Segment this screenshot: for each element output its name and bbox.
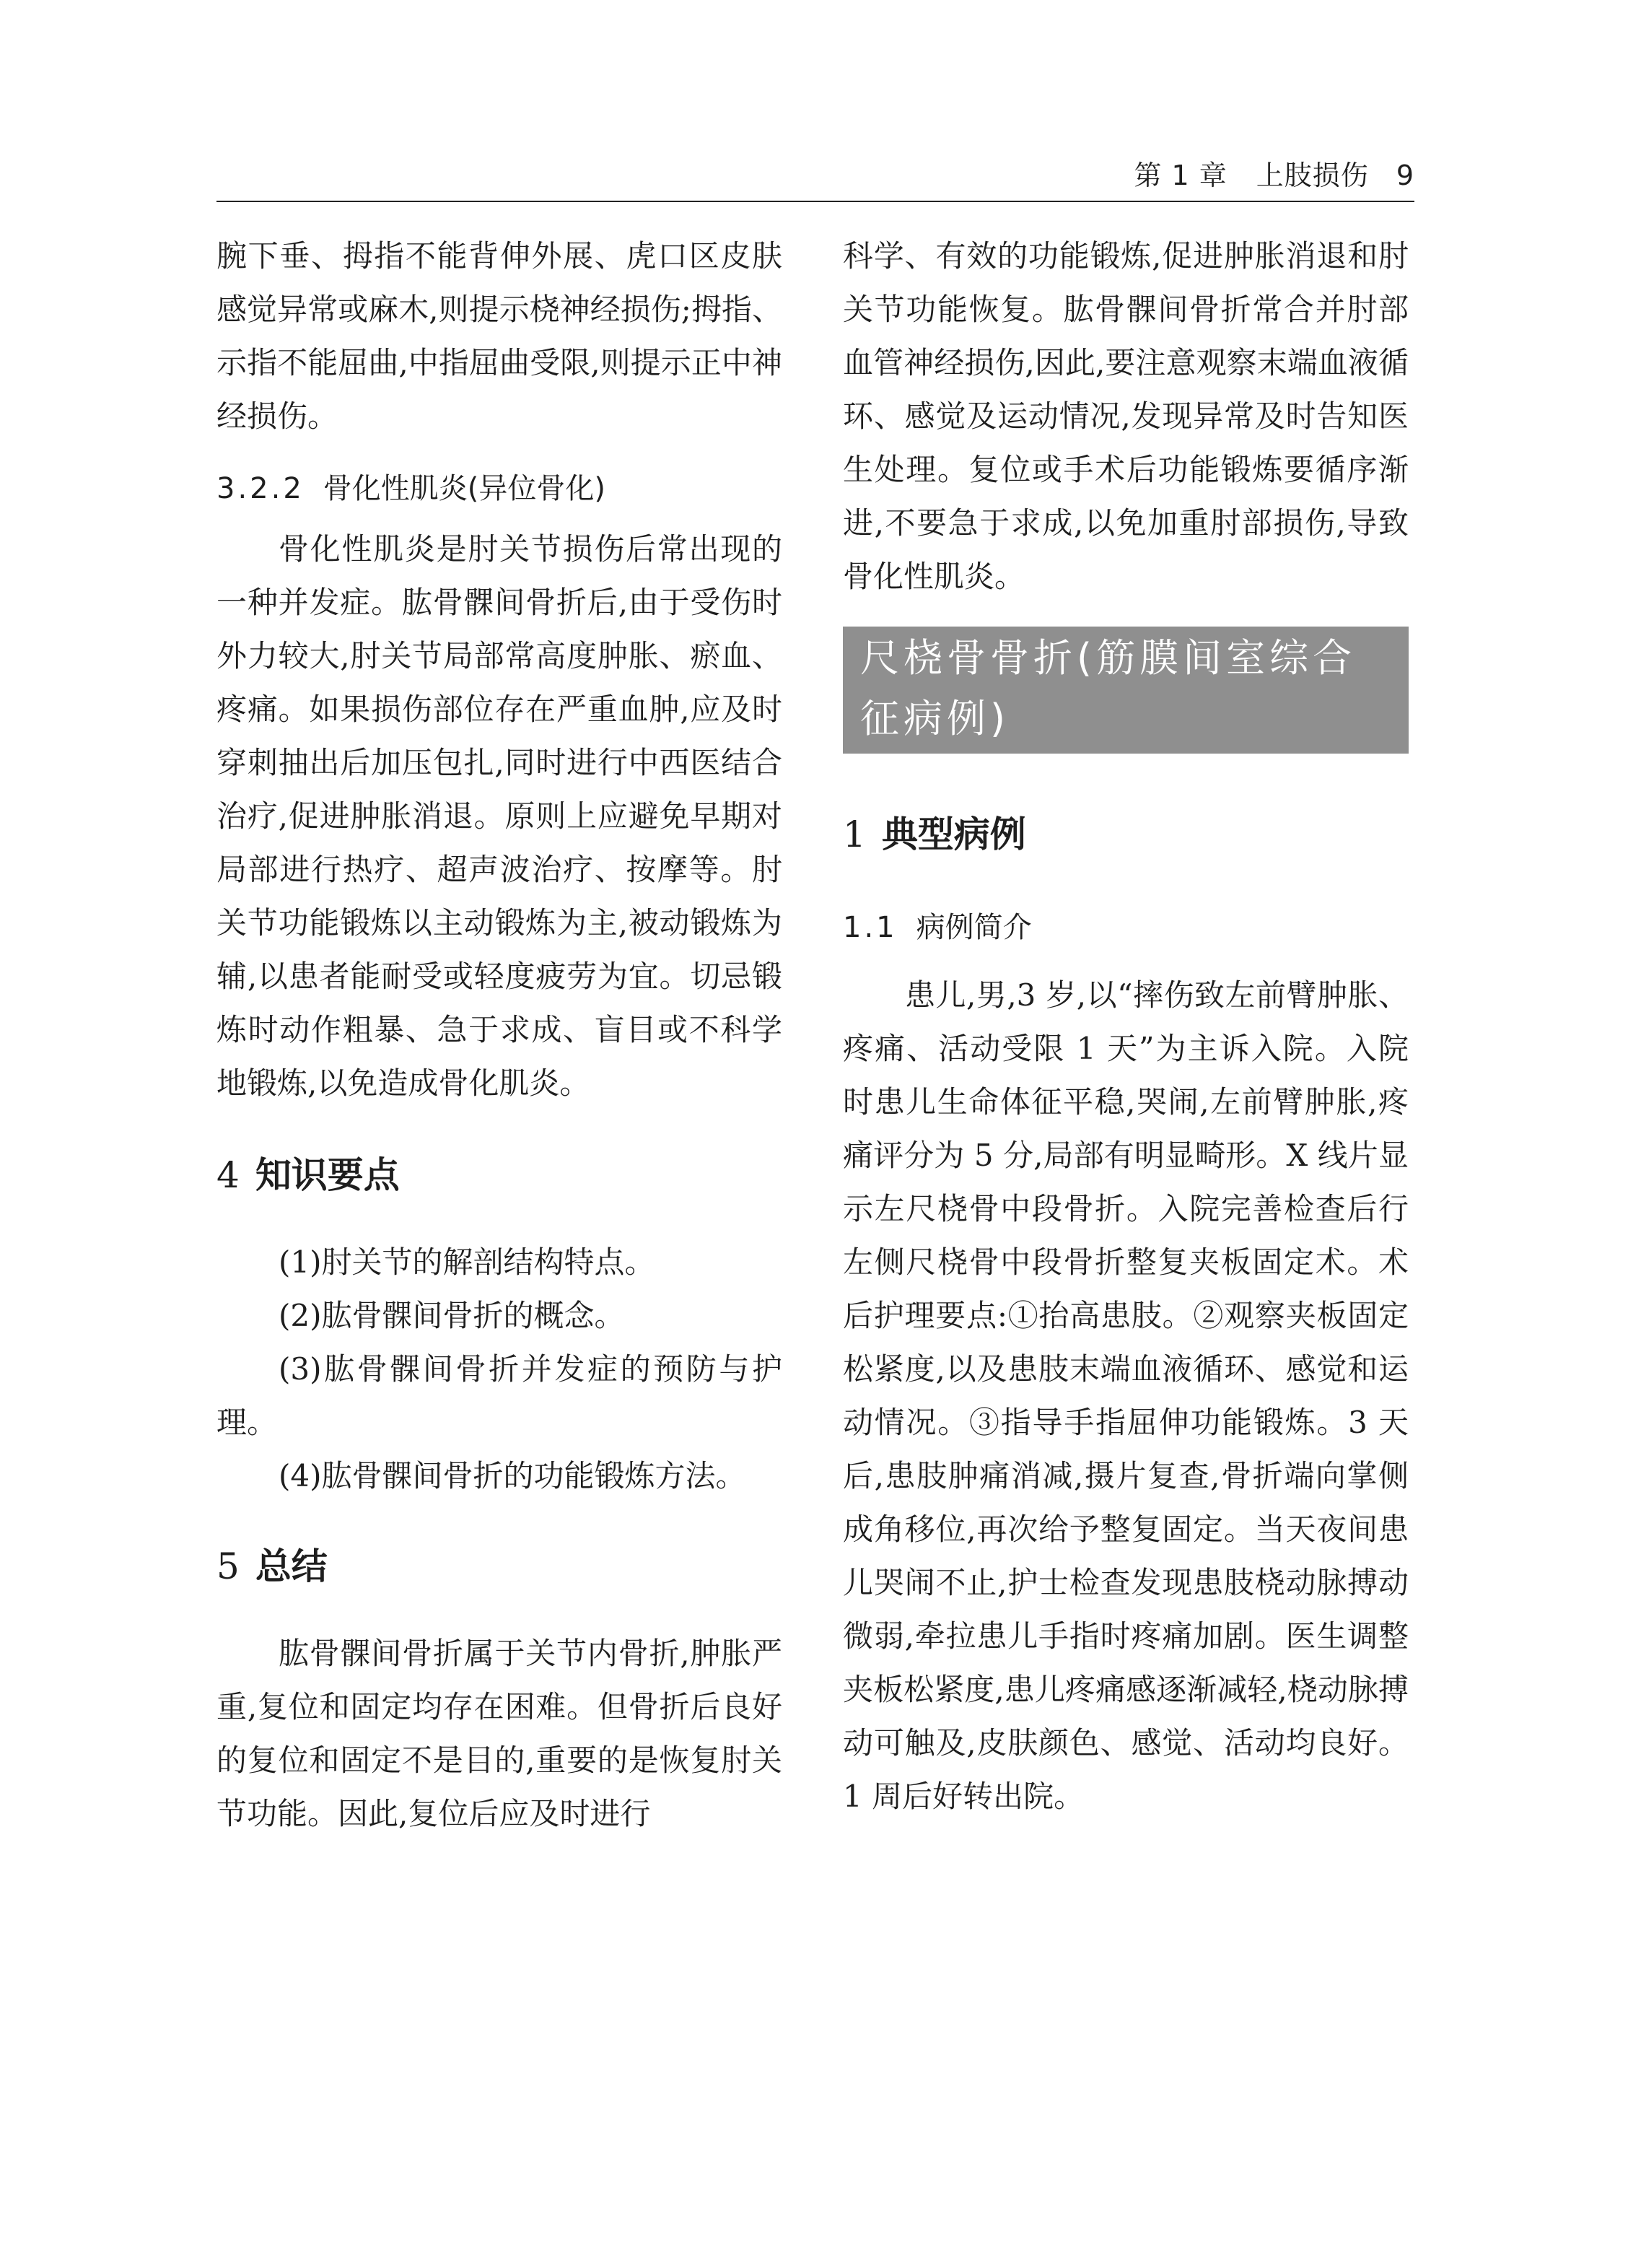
heading-number: 3.2.2 [216,472,305,505]
right-column [843,230,1409,1823]
heading-title: 病例简介 [916,911,1032,944]
heading-number: 4 [216,1154,240,1196]
running-header [216,153,1414,202]
heading-title: 典型病例 [881,813,1026,855]
list-item: (4)肱骨髁间骨折的功能锻炼方法。 [279,1458,746,1493]
heading-1-1 [843,901,1409,954]
continuation-paragraph: 科学、有效的功能锻炼,促进肿胀消退和肘关节功能恢复。肱骨髁间骨折常合并肘部血管神经损伤,因此,要注意观察末端血液循环、感觉及运动情况,发现异常及时告知医生处理。复位或手术后功能锻炼要循序渐进,不要急于求成,以免加重肘部损伤,导致骨化性肌炎。 [843,238,1409,594]
list-item: (3)肱骨髁间骨折并发症的预防与护理。 [216,1351,782,1440]
left-column [216,230,782,1841]
paragraph-summary: 肱骨髁间骨折属于关节内骨折,肿胀严重,复位和固定均存在困难。但骨折后良好的复位和固定不是目的,重要的是恢复肘关节功能。因此,复位后应及时进行 [216,1636,782,1831]
paragraph-myositis: 骨化性肌炎是肘关节损伤后常出现的一种并发症。肱骨髁间骨折后,由于受伤时外力较大,肘关节局部常高度肿胀、瘀血、疼痛。如果损伤部位存在严重血肿,应及时穿刺抽出后加压包扎,同时进行中西医结合治疗,促进肿胀消退。原则上应避免早期对局部进行热疗、超声波治疗、按摩等。肘关节功能锻炼以主动锻炼为主,被动锻炼为辅,以患者能耐受或轻度疲劳为宜。切忌锻炼时动作粗暴、急于求成、盲目或不科学地锻炼,以免造成骨化肌炎。 [216,531,782,1101]
running-head-text [1134,153,1414,193]
heading-title: 总结 [255,1545,328,1587]
list-item: (2)肱骨髁间骨折的概念。 [279,1298,625,1333]
page-number: 9 [1396,160,1414,191]
heading-title: 骨化性肌炎(异位骨化) [323,472,605,505]
paragraph-case-summary: 患儿,男,3 岁,以“摔伤致左前臂肿胀、疼痛、活动受限 1 天”为主诉入院。入院时患儿生命体征平稳,哭闹,左前臂肿胀,疼痛评分为 5 分,局部有明显畸形。X 线片显示左尺桡骨中段骨折。入院完善检查后行左侧尺桡骨中段骨折整复夹板固定术。术后护理要点:①抬高患肢。②观察夹板固定松紧度,以及患肢末端血液循环、感觉和运动情况。③指导手指屈伸功能锻炼。3 天后,患肢肿痛消减,摄片复查,骨折端向掌侧成角移位,再次给予整复固定。当天夜间患儿哭闹不止,护士检查发现患肢桡动脉搏动微弱,牵拉患儿手指时疼痛加剧。医生调整夹板松紧度,患儿疼痛感逐渐减轻,桡动脉搏动可触及,皮肤颜色、感觉、活动均良好。1 周后好转出院。 [843,977,1409,1814]
heading-number: 1 [843,814,866,855]
list-item: (1)肘关节的解剖结构特点。 [279,1244,655,1280]
heading-number: 1.1 [843,911,898,944]
heading-4 [216,1146,782,1204]
case-banner: 尺桡骨骨折(筋膜间室综合征病例) [843,627,1409,754]
heading-5 [216,1538,782,1595]
heading-number: 5 [216,1545,240,1587]
heading-title: 知识要点 [255,1153,400,1196]
continuation-paragraph: 腕下垂、拇指不能背伸外展、虎口区皮肤感觉异常或麻木,则提示桡神经损伤;拇指、示指不能屈曲,中指屈曲受限,则提示正中神经损伤。 [216,238,782,434]
chapter-title: 上肢损伤 [1256,160,1369,191]
knowledge-points-list [216,1236,782,1503]
chapter-number: 第 1 章 [1134,160,1227,191]
heading-3-2-2 [216,462,782,515]
heading-1 [843,806,1409,863]
